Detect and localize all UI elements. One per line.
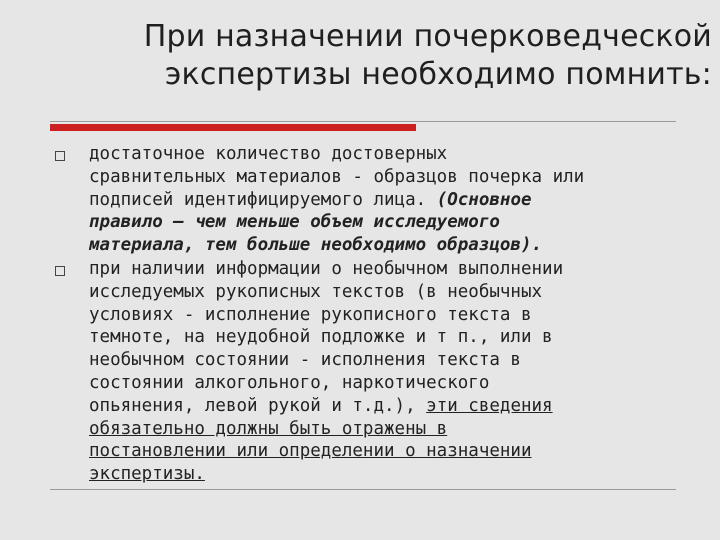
item-2-underlined-2: обязательно должны быть отражены в <box>89 418 448 439</box>
item-2-line-4: темноте, на неудобной подложке и т п., или в <box>89 327 553 348</box>
title-line-1: При назначении почерковедческой <box>143 19 712 54</box>
list-item-1 <box>89 143 689 257</box>
item-2-line-6: состоянии алкогольного, наркотического <box>89 372 490 393</box>
bullet-square-icon <box>55 151 65 161</box>
item-1-line-3: подписей идентифицируемого лица. <box>89 189 437 210</box>
title-line-2: экспертизы необходимо помнить: <box>164 57 712 92</box>
item-1-line-1: достаточное количество достоверных <box>89 144 448 164</box>
item-2-line-3: условиях - исполнение рукописного текста в <box>89 304 532 325</box>
item-2-underlined-4: экспертизы. <box>89 464 205 485</box>
item-1-emphasis-3: материала, тем больше необходимо образцов). <box>89 235 543 256</box>
accent-bar <box>50 124 416 131</box>
item-2-line-7: опьянения, левой рукой и т.д.), <box>89 395 427 416</box>
slide-title <box>100 18 712 94</box>
list-item-2 <box>89 258 689 486</box>
item-1-emphasis-1: (Основное <box>436 189 532 210</box>
item-2-line-2: исследуемых рукописных текстов (в необычных <box>89 281 543 302</box>
bullet-square-icon <box>55 266 65 276</box>
item-1-emphasis-2: правило – чем меньше объем исследуемого <box>89 212 500 233</box>
item-2-underlined-1: эти сведения <box>426 395 553 416</box>
item-1-line-2: сравнительных материалов - образцов почерка или <box>89 166 585 187</box>
item-2-line-1: при наличии информации о необычном выполнении <box>89 259 564 279</box>
item-2-line-5: необычном состоянии - исполнения текста в <box>89 350 521 371</box>
top-divider-line <box>50 121 676 122</box>
item-2-underlined-3: постановлении или определении о назначении <box>89 441 532 462</box>
bottom-divider-line <box>50 489 676 490</box>
